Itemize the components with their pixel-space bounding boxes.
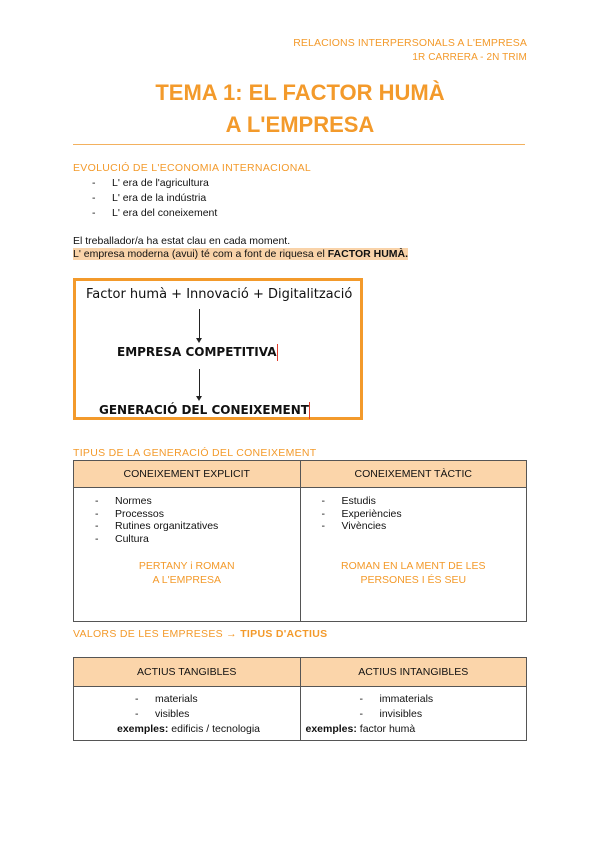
list-item: - invisibles bbox=[360, 707, 526, 722]
list-item: - Processos bbox=[95, 508, 299, 521]
list-item: - Estudis bbox=[322, 495, 526, 508]
arrowhead-icon bbox=[196, 338, 202, 343]
list-item: - Rutines organitzatives bbox=[95, 520, 299, 533]
tangible-cell bbox=[74, 687, 301, 741]
assets-table bbox=[73, 657, 527, 741]
list-item: - materials bbox=[135, 692, 299, 707]
title-divider bbox=[73, 144, 525, 145]
list-item: - L' era de la indústria bbox=[92, 191, 217, 206]
note-line: A L'EMPRESA bbox=[152, 574, 222, 586]
knowledge-heading: TIPUS DE LA GENERACIÓ DEL CONEIXEMENT bbox=[73, 447, 317, 459]
evolution-list bbox=[92, 176, 217, 221]
subject-header: RELACIONS INTERPERSONALS A L'EMPRESA bbox=[293, 37, 527, 49]
values-heading-plain: VALORS DE LES EMPRESES → bbox=[73, 628, 241, 640]
examples-text: factor humà bbox=[356, 723, 416, 735]
column-header: CONEIXEMENT TÀCTIC bbox=[300, 461, 527, 488]
list-item: - L' era de l'agricultura bbox=[92, 176, 217, 191]
page-title-line1: TEMA 1: EL FACTOR HUMÀ bbox=[155, 80, 445, 105]
list-item: - L' era del coneixement bbox=[92, 206, 217, 221]
course-header: 1R CARRERA - 2N TRIM bbox=[412, 52, 527, 63]
examples-label: exemples: bbox=[305, 723, 357, 735]
note-line: PERSONES I ÉS SEU bbox=[360, 573, 467, 586]
text-cursor-icon bbox=[277, 344, 278, 361]
text-cursor-icon bbox=[309, 402, 310, 419]
list-item: - visibles bbox=[135, 707, 299, 722]
intro-bold: FACTOR HUMÀ. bbox=[327, 248, 409, 260]
intro-line1: El treballador/a ha estat clau en cada moment. bbox=[73, 235, 291, 247]
intro-highlight bbox=[73, 248, 408, 260]
explicit-note bbox=[75, 559, 299, 587]
values-heading-bold: TIPUS D'ACTIUS bbox=[240, 628, 328, 640]
diagram-middle-text: EMPRESA COMPETITIVA bbox=[117, 345, 277, 359]
diagram-bottom-text: GENERACIÓ DEL CONEIXEMENT bbox=[99, 403, 309, 417]
column-header: ACTIUS INTANGIBLES bbox=[300, 658, 527, 687]
values-heading bbox=[73, 628, 327, 640]
diagram-top-text: Factor humà + Innovació + Digitalització bbox=[86, 287, 353, 302]
evolution-heading: EVOLUCIÓ DE L'ECONOMIA INTERNACIONAL bbox=[73, 162, 312, 174]
tangible-examples bbox=[75, 722, 299, 736]
list-item: - Normes bbox=[95, 495, 299, 508]
examples-text: edificis / tecnologia bbox=[168, 723, 261, 735]
page-title-line2: A L'EMPRESA bbox=[225, 112, 375, 137]
intro-plain: L' empresa moderna (avui) té com a font de riquesa el bbox=[73, 248, 328, 260]
arrow-down-icon bbox=[199, 309, 200, 339]
factor-diagram bbox=[73, 278, 363, 420]
list-item: - immaterials bbox=[360, 692, 526, 707]
list-item: - Experiències bbox=[322, 508, 526, 521]
knowledge-table bbox=[73, 460, 527, 622]
column-header: CONEIXEMENT EXPLICIT bbox=[74, 461, 301, 488]
intro-line2 bbox=[73, 248, 408, 260]
tacit-cell bbox=[300, 488, 527, 622]
list-item: - Cultura bbox=[95, 533, 299, 546]
arrow-down-icon bbox=[199, 369, 200, 397]
arrowhead-icon bbox=[196, 396, 202, 401]
explicit-cell bbox=[74, 488, 301, 622]
column-header: ACTIUS TANGIBLES bbox=[74, 658, 301, 687]
tacit-note bbox=[302, 559, 526, 587]
note-line: ROMAN EN LA MENT DE LES bbox=[340, 559, 486, 572]
list-item: - Vivències bbox=[322, 520, 526, 533]
intangible-examples bbox=[302, 722, 526, 736]
examples-label: exemples: bbox=[117, 723, 169, 735]
note-line: PERTANY i ROMAN bbox=[138, 560, 235, 572]
intangible-cell bbox=[300, 687, 527, 741]
